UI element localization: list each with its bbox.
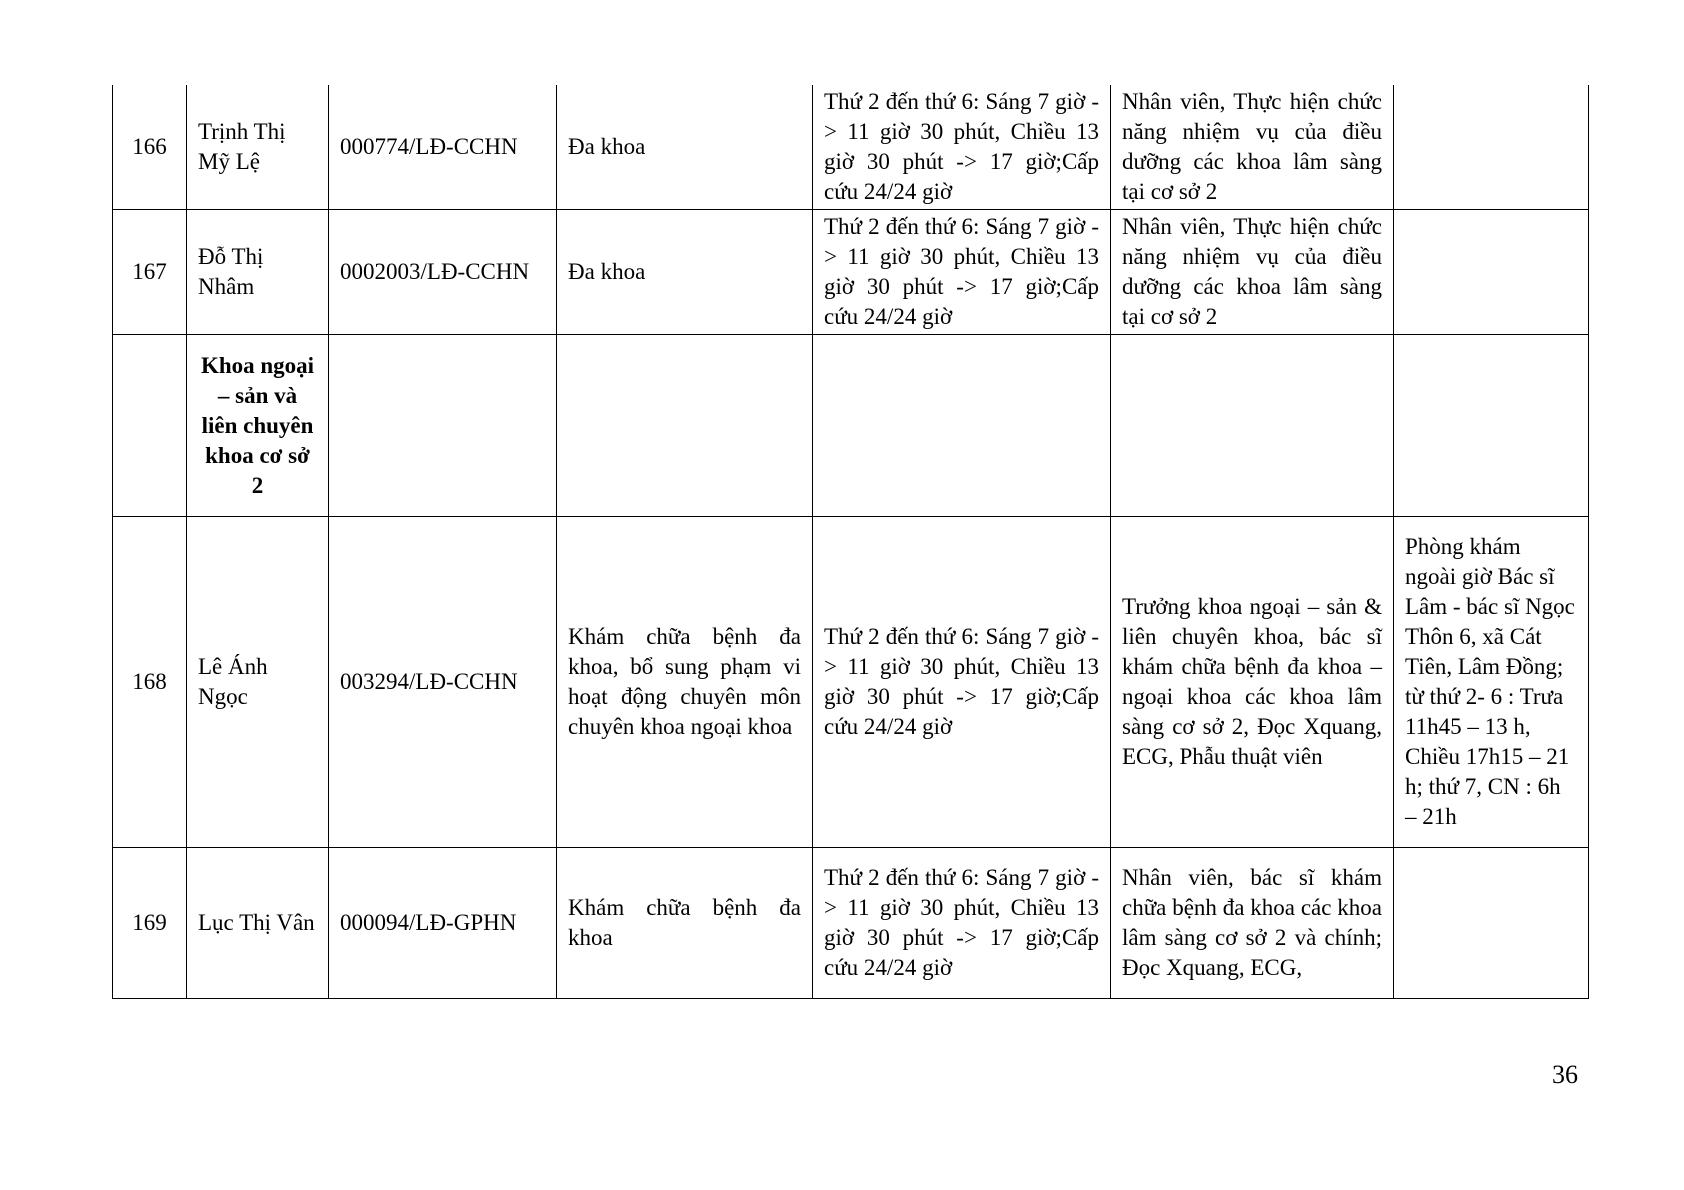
other-practice (1394, 848, 1589, 999)
certificate-number: 000774/LĐ-CCHN (329, 85, 557, 210)
other-practice (1394, 210, 1589, 335)
staff-table (112, 85, 1589, 999)
certificate-number: 003294/LĐ-CCHN (329, 517, 557, 848)
row-number: 167 (113, 210, 187, 335)
job-position: Trưởng khoa ngoại – sản & liên chuyên khoa, bác sĩ khám chữa bệnh đa khoa – ngoại khoa các khoa lâm sàng cơ sở 2, Đọc Xquang, ECG, Phẫu thuật viên (1111, 517, 1394, 848)
section-title: Khoa ngoại – sản và liên chuyên khoa cơ sở 2 (187, 335, 329, 517)
table-row (113, 210, 1589, 335)
practice-scope: Đa khoa (557, 210, 813, 335)
job-position: Nhân viên, bác sĩ khám chữa bệnh đa khoa các khoa lâm sàng cơ sở 2 và chính; Đọc Xquang, ECG, (1111, 848, 1394, 999)
staff-name: Đỗ Thị Nhâm (187, 210, 329, 335)
row-number: 169 (113, 848, 187, 999)
job-position: Nhân viên, Thực hiện chức năng nhiệm vụ của điều dưỡng các khoa lâm sàng tại cơ sở 2 (1111, 210, 1394, 335)
job-position: Nhân viên, Thực hiện chức năng nhiệm vụ của điều dưỡng các khoa lâm sàng tại cơ sở 2 (1111, 85, 1394, 210)
practice-scope: Khám chữa bệnh đa khoa (557, 848, 813, 999)
page-number: 36 (1552, 1060, 1578, 1089)
working-hours: Thứ 2 đến thứ 6: Sáng 7 giờ -> 11 giờ 30 phút, Chiều 13 giờ 30 phút -> 17 giờ;Cấp cứu 24/24 giờ (813, 210, 1111, 335)
other-practice: Phòng khám ngoài giờ Bác sĩ Lâm - bác sĩ Ngọc Thôn 6, xã Cát Tiên, Lâm Đồng; từ thứ 2- 6 : Trưa 11h45 – 13 h, Chiều 17h15 – 21 h; thứ 7, CN : 6h – 21h (1394, 517, 1589, 848)
working-hours: Thứ 2 đến thứ 6: Sáng 7 giờ -> 11 giờ 30 phút, Chiều 13 giờ 30 phút -> 17 giờ;Cấp cứu 24/24 giờ (813, 848, 1111, 999)
working-hours: Thứ 2 đến thứ 6: Sáng 7 giờ -> 11 giờ 30 phút, Chiều 13 giờ 30 phút -> 17 giờ;Cấp cứu 24/24 giờ (813, 85, 1111, 210)
certificate-number: 0002003/LĐ-CCHN (329, 210, 557, 335)
working-hours: Thứ 2 đến thứ 6: Sáng 7 giờ -> 11 giờ 30 phút, Chiều 13 giờ 30 phút -> 17 giờ;Cấp cứu 24/24 giờ (813, 517, 1111, 848)
staff-name: Lục Thị Vân (187, 848, 329, 999)
practice-scope: Đa khoa (557, 85, 813, 210)
staff-name: Lê Ánh Ngọc (187, 517, 329, 848)
certificate-number: 000094/LĐ-GPHN (329, 848, 557, 999)
other-practice (1394, 85, 1589, 210)
section-row (113, 335, 1589, 517)
row-number: 168 (113, 517, 187, 848)
practice-scope: Khám chữa bệnh đa khoa, bổ sung phạm vi hoạt động chuyên môn chuyên khoa ngoại khoa (557, 517, 813, 848)
row-number: 166 (113, 85, 187, 210)
table-row (113, 517, 1589, 848)
table-row (113, 85, 1589, 210)
staff-name: Trịnh Thị Mỹ Lệ (187, 85, 329, 210)
table-row (113, 848, 1589, 999)
